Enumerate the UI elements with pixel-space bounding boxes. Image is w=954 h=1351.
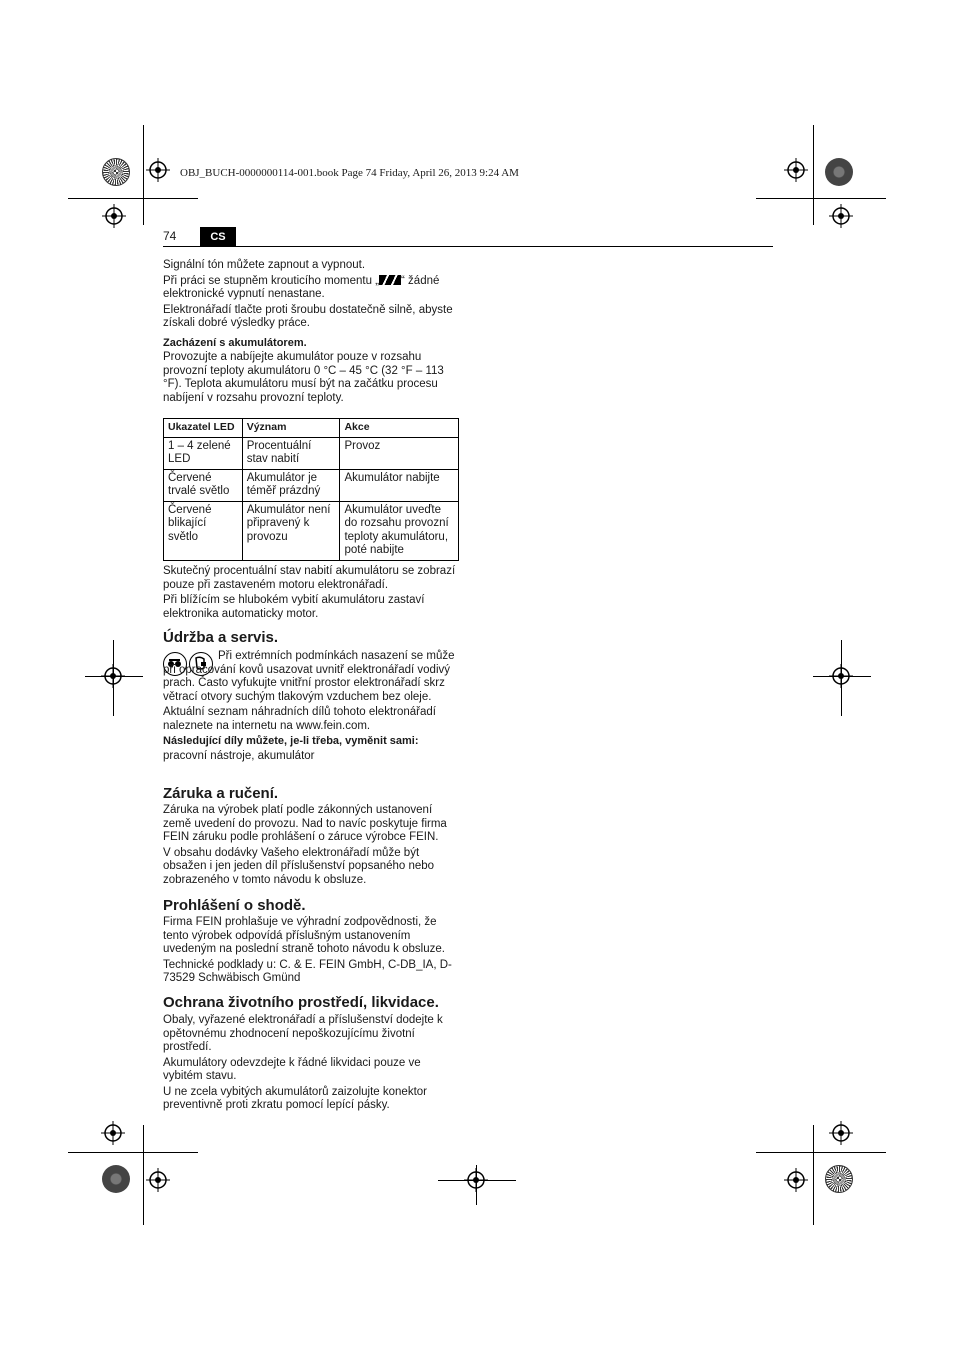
paragraph: Elektronářadí tlačte proti šroubu dostatečně silně, abyste získali dobré výsledky práce.	[163, 303, 453, 329]
paragraph: pracovní nástroje, akumulátor	[163, 749, 315, 762]
warranty-section	[163, 804, 459, 889]
file-info: OBJ_BUCH-0000000114-001.book Page 74 Friday, April 26, 2013 9:24 AM	[180, 167, 519, 179]
paragraph: Akumulátory odevzdejte k řádné likvidaci pouze ve vybitém stavu.	[163, 1056, 421, 1082]
registration-crosshair-icon	[829, 204, 853, 228]
after-table-section	[163, 565, 459, 623]
registration-crosshair-icon	[784, 158, 808, 182]
column-header: Akce	[340, 419, 459, 438]
paragraph: Záruka na výrobek platí podle zákonných ustanovení země uvedení do provozu. Nad to navíc poskytuje firma FEIN záruku podle prohlášení o záruce výrobce FEIN.	[163, 804, 447, 843]
registration-crosshair-icon	[102, 204, 126, 228]
color-target-icon	[102, 1165, 130, 1193]
page-number: 74	[163, 229, 177, 243]
intro-section	[163, 259, 459, 407]
led-table	[163, 418, 459, 561]
table-cell: Červené blikající světlo	[164, 501, 243, 560]
conformity-section	[163, 916, 459, 988]
language-badge: CS	[200, 227, 236, 247]
color-target-icon	[825, 1165, 853, 1193]
maintenance-heading: Údržba a servis.	[163, 629, 279, 646]
text-span: Při práci se stupněm krouticího momentu „	[163, 274, 380, 287]
table-cell: Akumulátor uveďte do rozsahu provozní teploty akumulátoru, poté nabijte	[340, 501, 459, 560]
registration-crosshair-icon	[101, 664, 125, 688]
table-cell: 1 – 4 zelené LED	[164, 437, 243, 469]
header-rule	[163, 246, 773, 247]
registration-crosshair-icon	[464, 1168, 488, 1192]
paragraph: Technické podklady u: C. & E. FEIN GmbH, C-DB_IA, D-73529 Schwäbisch Gmünd	[163, 958, 452, 984]
table-header-row	[164, 419, 459, 438]
registration-crosshair-icon	[829, 664, 853, 688]
text-span: “ žádné elektronické vypnutí nenastane.	[163, 274, 440, 300]
paragraph: Aktuální seznam náhradních dílů tohoto elektronářadí naleznete na internetu na www.fein.com.	[163, 706, 436, 732]
color-target-icon	[102, 158, 130, 186]
color-target-icon	[825, 158, 853, 186]
paragraph: Skutečný procentuální stav nabití akumulátoru se zobrazí pouze při zastaveném motoru elektronářadí.	[163, 565, 456, 591]
paragraph: V obsahu dodávky Vašeho elektronářadí může být obsažen i jen jeden díl příslušenství popsaného nebo zobrazeného v tomto návodu k obsluze.	[163, 846, 435, 886]
environment-section	[163, 1014, 459, 1115]
paragraph: Při blížícím se hlubokém vybití akumulátoru zastaví elektronika automaticky motor.	[163, 594, 425, 620]
warranty-heading: Záruka a ručení.	[163, 785, 279, 802]
torque-setting-icon	[379, 275, 401, 285]
paragraph: Firma FEIN prohlašuje ve výhradní zodpovědnosti, že tento výrobek odpovídá příslušným ustanovením uvedeným na poslední straně tohoto návodu k obsluze.	[163, 916, 445, 955]
table-cell: Provoz	[340, 437, 459, 469]
table-row	[164, 437, 459, 469]
paragraph: Provozujte a nabíjejte akumulátor pouze v rozsahu provozní teploty akumulátoru 0 °C – 45 °C (32 °F – 113 °F). Teplota akumulátoru musí být na začátku procesu nabíjení v rozsahu provozní teploty.	[163, 351, 444, 404]
paragraph: Při extrémních podmínkách nasazení se může při opracování kovů usazovat uvnitř elektronářadí vodivý prach. Často vyfukujte vnitřní prostor elektronářadí skrz větrací otvory suchým tlakovým vzduchem bez oleje.	[163, 650, 455, 703]
registration-crosshair-icon	[784, 1168, 808, 1192]
paragraph: U ne zcela vybitých akumulátorů zaizolujte konektor preventivně proti zkratu pomocí lepící pásky.	[163, 1085, 427, 1111]
paragraph: Obaly, vyřazené elektronářadí a příslušenství dodejte k opětovnému zhodnocení nepoškozujícímu životní prostředí.	[163, 1014, 443, 1053]
column-header: Význam	[242, 419, 340, 438]
table-row	[164, 469, 459, 501]
table-cell: Akumulátor nabijte	[340, 469, 459, 501]
table-row	[164, 501, 459, 560]
conformity-heading: Prohlášení o shodě.	[163, 897, 306, 914]
registration-crosshair-icon	[146, 1168, 170, 1192]
table-cell: Akumulátor není připravený k provozu	[242, 501, 340, 560]
table-cell: Procentuální stav nabití	[242, 437, 340, 469]
paragraph	[163, 275, 459, 302]
registration-crosshair-icon	[146, 158, 170, 182]
registration-crosshair-icon	[101, 1121, 125, 1145]
registration-crosshair-icon	[829, 1121, 853, 1145]
table-cell: Červené trvalé světlo	[164, 469, 243, 501]
maintenance-section	[163, 650, 459, 765]
battery-heading: Zacházení s akumulátorem.	[163, 336, 307, 349]
spare-parts-heading: Následující díly můžete, je-li třeba, vyměnit sami:	[163, 735, 419, 747]
paragraph: Signální tón můžete zapnout a vypnout.	[163, 259, 366, 271]
column-header: Ukazatel LED	[164, 419, 243, 438]
environment-heading: Ochrana životního prostředí, likvidace.	[163, 994, 439, 1011]
table-cell: Akumulátor je téměř prázdný	[242, 469, 340, 501]
